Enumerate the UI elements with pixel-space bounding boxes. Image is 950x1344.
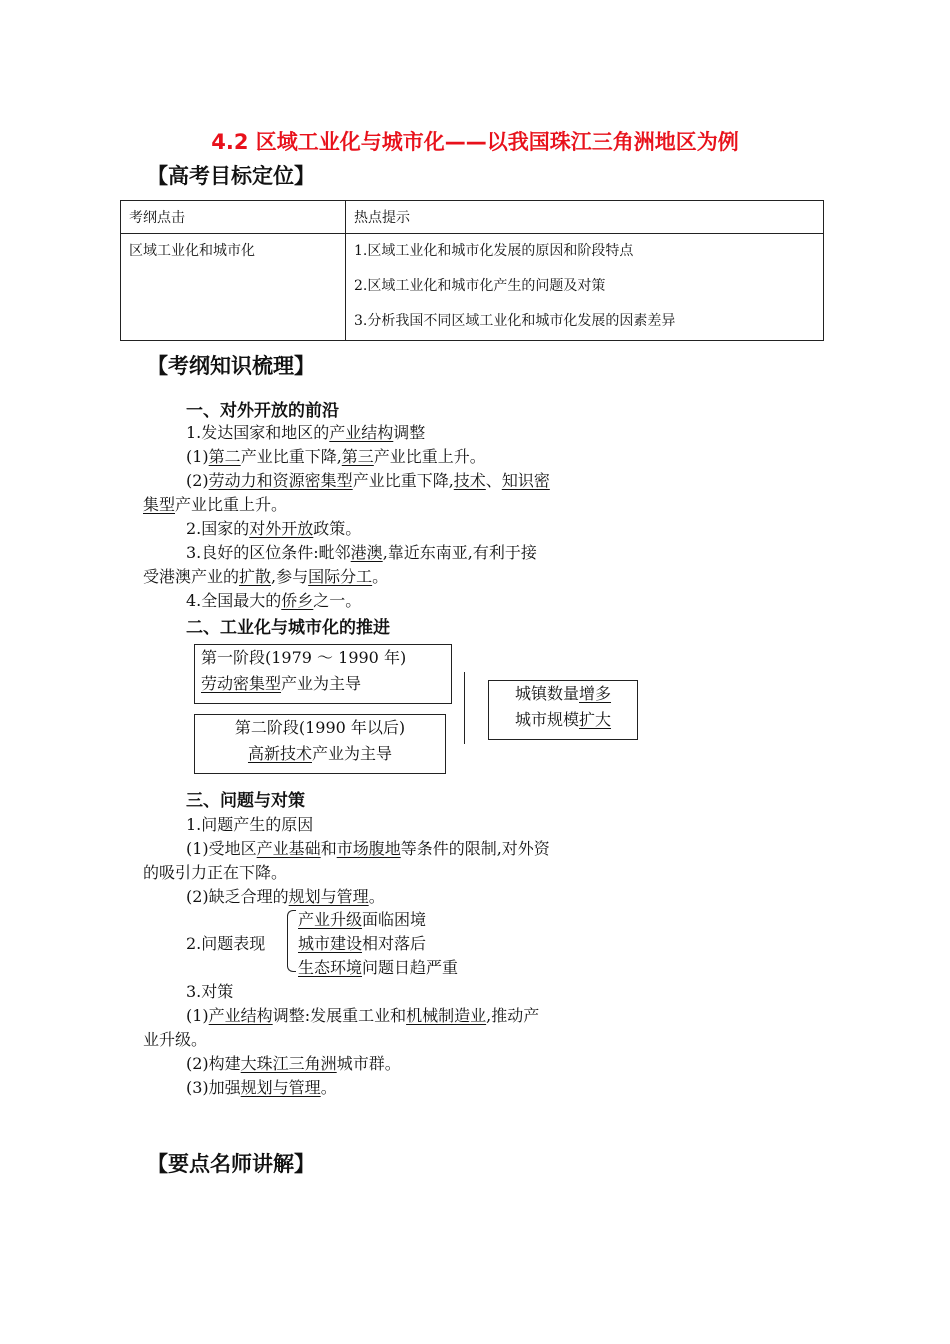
text-line: 3.良好的区位条件:毗邻港澳,靠近东南亚,有利于接 (186, 543, 537, 562)
result-line-2: 城市规模扩大 (514, 710, 612, 729)
brace-icon (287, 910, 296, 972)
table-header-cell: 考纲点击 (121, 201, 346, 234)
stage-two-box (194, 714, 446, 774)
urbanization-result-box (488, 680, 638, 740)
text-line: 受港澳产业的扩散,参与国际分工。 (143, 567, 389, 586)
stage-two-title: 第二阶段(1990 年以后) (234, 718, 406, 737)
text-line: 城市建设相对落后 (298, 934, 427, 953)
text-line: 产业升级面临困境 (298, 910, 427, 929)
knowledge-heading-2: 二、工业化与城市化的推进 (186, 618, 390, 638)
table-header-cell: 热点提示 (346, 201, 824, 234)
text-line: 生态环境问题日趋严重 (298, 958, 459, 977)
text-line: 业升级。 (143, 1030, 208, 1049)
stage-one-box (194, 644, 452, 704)
text-line: (2)缺乏合理的规划与管理。 (186, 887, 385, 906)
section-heading-lecture: 【要点名师讲解】 (147, 1152, 315, 1176)
text-line: (2)构建大珠江三角洲城市群。 (186, 1054, 401, 1073)
text-line: 集型产业比重上升。 (143, 495, 288, 514)
text-line: 4.全国最大的侨乡之一。 (186, 591, 362, 610)
table-row (121, 234, 824, 341)
stage-one-title: 第一阶段(1979 ～ 1990 年) (201, 648, 407, 667)
text-line: 2.国家的对外开放政策。 (186, 519, 362, 538)
section-heading-target: 【高考目标定位】 (147, 164, 315, 188)
table-cell (346, 234, 824, 341)
text-line: 的吸引力正在下降。 (143, 863, 288, 882)
table-cell: 区域工业化和城市化 (121, 234, 346, 341)
target-table (120, 200, 824, 341)
result-line-1: 城镇数量增多 (514, 684, 612, 703)
text-line: (1)产业结构调整:发展重工业和机械制造业,推动产 (186, 1006, 540, 1025)
stage-two-desc: 高新技术产业为主导 (247, 744, 393, 763)
hotspot-item: 2.区域工业化和城市化产生的问题及对策 (354, 278, 606, 294)
hotspot-item: 1.区域工业化和城市化发展的原因和阶段特点 (354, 243, 634, 259)
text-line: 3.对策 (186, 982, 234, 1001)
text-line: 1.问题产生的原因 (186, 815, 314, 834)
connector-line (464, 672, 465, 744)
hotspot-item: 3.分析我国不同区域工业化和城市化发展的因素差异 (354, 313, 676, 329)
text-line: 1.发达国家和地区的产业结构调整 (186, 423, 426, 442)
knowledge-heading-3: 三、问题与对策 (186, 791, 305, 811)
text-line: (3)加强规划与管理。 (186, 1078, 337, 1097)
table-row (121, 201, 824, 234)
stage-one-desc: 劳动密集型产业为主导 (201, 674, 362, 693)
section-heading-knowledge: 【考纲知识梳理】 (147, 354, 315, 378)
text-line: 2.问题表现 (186, 934, 266, 953)
knowledge-heading-1: 一、对外开放的前沿 (186, 401, 339, 421)
text-line: (2)劳动力和资源密集型产业比重下降,技术、知识密 (186, 471, 550, 490)
text-line: (1)受地区产业基础和市场腹地等条件的限制,对外资 (186, 839, 550, 858)
text-line: (1)第二产业比重下降,第三产业比重上升。 (186, 447, 486, 466)
page-title: 4.2 区域工业化与城市化——以我国珠江三角洲地区为例 (211, 130, 739, 154)
